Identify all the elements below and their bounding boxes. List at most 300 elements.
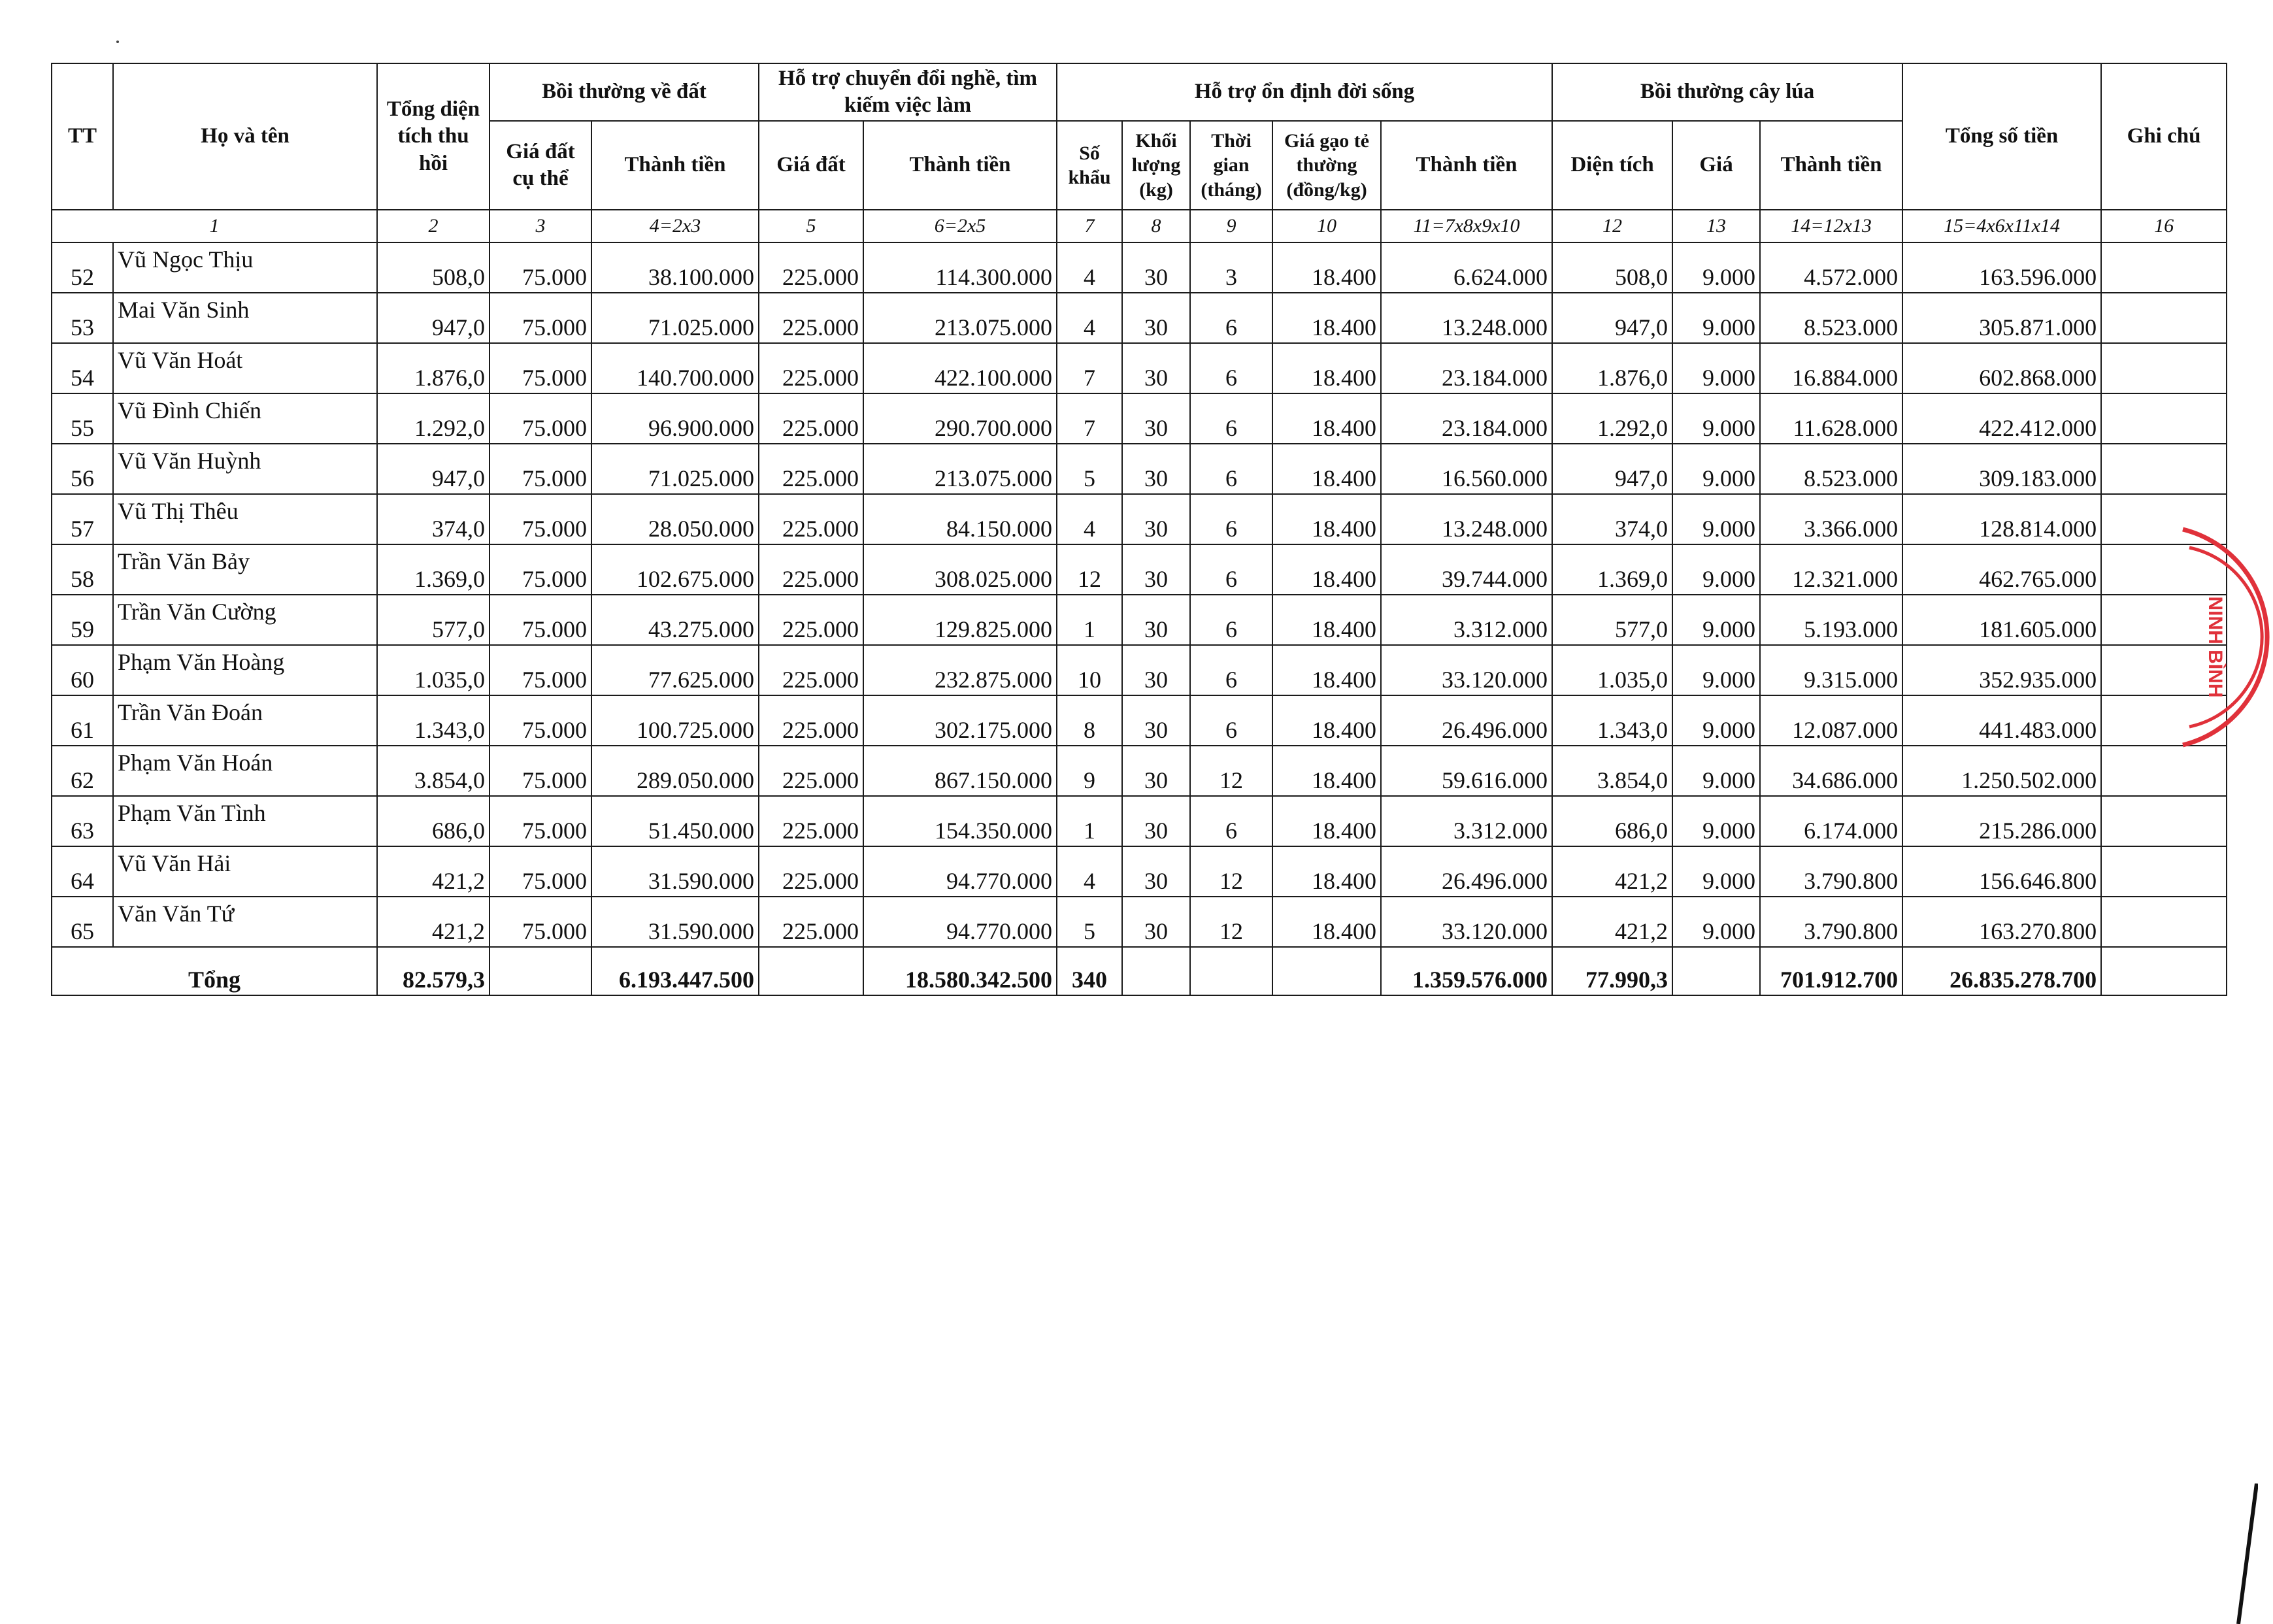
cell-people: 5 xyxy=(1057,444,1122,494)
cell-land-amount: 102.675.000 xyxy=(591,544,759,595)
cell-job-price: 225.000 xyxy=(759,796,863,846)
cell-job-price: 225.000 xyxy=(759,393,863,444)
cell-note xyxy=(2101,393,2227,444)
cell-rice-price: 18.400 xyxy=(1272,595,1381,645)
cell-total-area: 577,0 xyxy=(377,595,489,645)
svg-text:NINH BÌNH: NINH BÌNH xyxy=(2204,596,2226,698)
cell-job-amount: 290.700.000 xyxy=(863,393,1057,444)
cell-rice-price: 18.400 xyxy=(1272,494,1381,544)
header-land-price: Giá đất cụ thể xyxy=(489,121,591,210)
scan-edge-mark xyxy=(2219,1483,2258,1624)
cell-land-amount: 31.590.000 xyxy=(591,846,759,897)
cell-land-amount: 100.725.000 xyxy=(591,695,759,746)
header-name: Họ và tên xyxy=(113,63,377,210)
cell-note xyxy=(2101,897,2227,947)
cell-crop-amount: 12.087.000 xyxy=(1760,695,1902,746)
cell-crop-price: 9.000 xyxy=(1672,242,1760,293)
cell-crop-area: 947,0 xyxy=(1552,293,1672,343)
cell-total-area: 508,0 xyxy=(377,242,489,293)
cell-time: 6 xyxy=(1190,343,1272,393)
column-index-cell: 9 xyxy=(1190,210,1272,242)
cell-job-amount: 114.300.000 xyxy=(863,242,1057,293)
column-index-cell: 3 xyxy=(489,210,591,242)
cell-rice-price: 18.400 xyxy=(1272,796,1381,846)
table-row xyxy=(52,846,2227,897)
cell-life-amount: 13.248.000 xyxy=(1381,293,1552,343)
cell-tt: 57 xyxy=(52,494,113,544)
cell-tt: 52 xyxy=(52,242,113,293)
cell-crop-amount: 8.523.000 xyxy=(1760,293,1902,343)
total-crop-amount: 701.912.700 xyxy=(1760,947,1902,995)
cell-tt: 58 xyxy=(52,544,113,595)
cell-crop-area: 1.369,0 xyxy=(1552,544,1672,595)
cell-people: 4 xyxy=(1057,494,1122,544)
cell-land-price: 75.000 xyxy=(489,746,591,796)
cell-crop-price: 9.000 xyxy=(1672,695,1760,746)
cell-total-area: 1.343,0 xyxy=(377,695,489,746)
total-note xyxy=(2101,947,2227,995)
seal-stamp xyxy=(2176,516,2273,758)
header-life-amount: Thành tiền xyxy=(1381,121,1552,210)
column-index-cell: 4=2x3 xyxy=(591,210,759,242)
cell-crop-amount: 4.572.000 xyxy=(1760,242,1902,293)
compensation-table xyxy=(51,63,2227,996)
cell-people: 4 xyxy=(1057,242,1122,293)
cell-crop-amount: 9.315.000 xyxy=(1760,645,1902,695)
total-life-amount: 1.359.576.000 xyxy=(1381,947,1552,995)
cell-total-area: 421,2 xyxy=(377,897,489,947)
header-note: Ghi chú xyxy=(2101,63,2227,210)
cell-life-amount: 26.496.000 xyxy=(1381,695,1552,746)
table-row xyxy=(52,293,2227,343)
cell-rice-price: 18.400 xyxy=(1272,393,1381,444)
cell-life-amount: 33.120.000 xyxy=(1381,645,1552,695)
header-life-support: Hỗ trợ ổn định đời sống xyxy=(1057,63,1552,121)
cell-land-price: 75.000 xyxy=(489,544,591,595)
cell-job-price: 225.000 xyxy=(759,494,863,544)
cell-people: 5 xyxy=(1057,897,1122,947)
cell-weight: 30 xyxy=(1122,645,1190,695)
column-index-cell: 15=4x6x11x14 xyxy=(1902,210,2101,242)
cell-people: 10 xyxy=(1057,645,1122,695)
cell-crop-area: 508,0 xyxy=(1552,242,1672,293)
total-row xyxy=(52,947,2227,995)
header-crop-amount: Thành tiền xyxy=(1760,121,1902,210)
cell-job-price: 225.000 xyxy=(759,746,863,796)
column-index-cell: 12 xyxy=(1552,210,1672,242)
column-index-cell: 14=12x13 xyxy=(1760,210,1902,242)
cell-grand-total: 156.646.800 xyxy=(1902,846,2101,897)
cell-job-price: 225.000 xyxy=(759,846,863,897)
header-land-compensation: Bồi thường về đất xyxy=(489,63,759,121)
cell-name: Phạm Văn Tình xyxy=(113,796,377,846)
cell-land-price: 75.000 xyxy=(489,293,591,343)
cell-rice-price: 18.400 xyxy=(1272,746,1381,796)
cell-total-area: 374,0 xyxy=(377,494,489,544)
cell-name: Trần Văn Đoán xyxy=(113,695,377,746)
cell-land-amount: 71.025.000 xyxy=(591,293,759,343)
cell-name: Trần Văn Cường xyxy=(113,595,377,645)
cell-time: 6 xyxy=(1190,695,1272,746)
cell-weight: 30 xyxy=(1122,746,1190,796)
table-row xyxy=(52,544,2227,595)
cell-note xyxy=(2101,293,2227,343)
cell-weight: 30 xyxy=(1122,343,1190,393)
total-people: 340 xyxy=(1057,947,1122,995)
header-job-price: Giá đất xyxy=(759,121,863,210)
cell-total-area: 947,0 xyxy=(377,293,489,343)
cell-crop-area: 686,0 xyxy=(1552,796,1672,846)
cell-total-area: 1.876,0 xyxy=(377,343,489,393)
cell-name: Vũ Thị Thêu xyxy=(113,494,377,544)
cell-rice-price: 18.400 xyxy=(1272,544,1381,595)
cell-crop-area: 421,2 xyxy=(1552,897,1672,947)
cell-land-price: 75.000 xyxy=(489,796,591,846)
cell-weight: 30 xyxy=(1122,595,1190,645)
cell-crop-area: 1.035,0 xyxy=(1552,645,1672,695)
table-row xyxy=(52,746,2227,796)
cell-life-amount: 3.312.000 xyxy=(1381,595,1552,645)
cell-land-price: 75.000 xyxy=(489,595,591,645)
cell-crop-area: 1.292,0 xyxy=(1552,393,1672,444)
cell-total-area: 1.369,0 xyxy=(377,544,489,595)
cell-crop-price: 9.000 xyxy=(1672,494,1760,544)
column-index-cell: 8 xyxy=(1122,210,1190,242)
cell-people: 8 xyxy=(1057,695,1122,746)
cell-total-area: 3.854,0 xyxy=(377,746,489,796)
column-index-cell: 2 xyxy=(377,210,489,242)
cell-job-amount: 232.875.000 xyxy=(863,645,1057,695)
cell-rice-price: 18.400 xyxy=(1272,897,1381,947)
total-label: Tổng xyxy=(52,947,377,995)
cell-crop-price: 9.000 xyxy=(1672,796,1760,846)
cell-time: 6 xyxy=(1190,595,1272,645)
cell-tt: 64 xyxy=(52,846,113,897)
cell-land-amount: 96.900.000 xyxy=(591,393,759,444)
cell-time: 3 xyxy=(1190,242,1272,293)
cell-time: 6 xyxy=(1190,444,1272,494)
cell-land-price: 75.000 xyxy=(489,645,591,695)
cell-job-price: 225.000 xyxy=(759,645,863,695)
cell-people: 7 xyxy=(1057,393,1122,444)
cell-job-amount: 308.025.000 xyxy=(863,544,1057,595)
cell-name: Phạm Văn Hoán xyxy=(113,746,377,796)
cell-tt: 59 xyxy=(52,595,113,645)
header-crop-price: Giá xyxy=(1672,121,1760,210)
cell-crop-price: 9.000 xyxy=(1672,846,1760,897)
cell-life-amount: 33.120.000 xyxy=(1381,897,1552,947)
cell-time: 6 xyxy=(1190,293,1272,343)
cell-job-amount: 84.150.000 xyxy=(863,494,1057,544)
cell-tt: 54 xyxy=(52,343,113,393)
cell-crop-price: 9.000 xyxy=(1672,544,1760,595)
cell-crop-amount: 16.884.000 xyxy=(1760,343,1902,393)
cell-land-price: 75.000 xyxy=(489,494,591,544)
header-crop-compensation: Bồi thường cây lúa xyxy=(1552,63,1902,121)
cell-note xyxy=(2101,796,2227,846)
cell-name: Trần Văn Bảy xyxy=(113,544,377,595)
table-row xyxy=(52,494,2227,544)
cell-total-area: 1.035,0 xyxy=(377,645,489,695)
cell-crop-price: 9.000 xyxy=(1672,293,1760,343)
cell-job-price: 225.000 xyxy=(759,544,863,595)
cell-crop-price: 9.000 xyxy=(1672,897,1760,947)
cell-grand-total: 181.605.000 xyxy=(1902,595,2101,645)
cell-time: 12 xyxy=(1190,746,1272,796)
cell-tt: 61 xyxy=(52,695,113,746)
cell-land-price: 75.000 xyxy=(489,897,591,947)
cell-job-price: 225.000 xyxy=(759,343,863,393)
table-row xyxy=(52,595,2227,645)
cell-weight: 30 xyxy=(1122,846,1190,897)
cell-tt: 63 xyxy=(52,796,113,846)
cell-note xyxy=(2101,242,2227,293)
cell-crop-area: 1.343,0 xyxy=(1552,695,1672,746)
cell-job-price: 225.000 xyxy=(759,444,863,494)
total-empty xyxy=(1190,947,1272,995)
cell-job-price: 225.000 xyxy=(759,897,863,947)
cell-people: 1 xyxy=(1057,595,1122,645)
header-time: Thời gian (tháng) xyxy=(1190,121,1272,210)
cell-crop-area: 421,2 xyxy=(1552,846,1672,897)
cell-weight: 30 xyxy=(1122,695,1190,746)
cell-total-area: 686,0 xyxy=(377,796,489,846)
cell-job-price: 225.000 xyxy=(759,595,863,645)
cell-crop-area: 1.876,0 xyxy=(1552,343,1672,393)
cell-total-area: 421,2 xyxy=(377,846,489,897)
cell-life-amount: 59.616.000 xyxy=(1381,746,1552,796)
cell-people: 4 xyxy=(1057,846,1122,897)
cell-people: 1 xyxy=(1057,796,1122,846)
cell-time: 6 xyxy=(1190,796,1272,846)
cell-grand-total: 163.596.000 xyxy=(1902,242,2101,293)
total-empty xyxy=(759,947,863,995)
table-row xyxy=(52,796,2227,846)
table-row xyxy=(52,695,2227,746)
table-body xyxy=(52,242,2227,947)
cell-crop-area: 374,0 xyxy=(1552,494,1672,544)
column-index-cell: 1 xyxy=(52,210,377,242)
header-grand-total: Tổng số tiền xyxy=(1902,63,2101,210)
column-index-cell: 5 xyxy=(759,210,863,242)
cell-rice-price: 18.400 xyxy=(1272,343,1381,393)
cell-job-amount: 213.075.000 xyxy=(863,293,1057,343)
header-crop-area: Diện tích xyxy=(1552,121,1672,210)
cell-name: Vũ Văn Hoát xyxy=(113,343,377,393)
cell-life-amount: 6.624.000 xyxy=(1381,242,1552,293)
cell-grand-total: 462.765.000 xyxy=(1902,544,2101,595)
cell-land-price: 75.000 xyxy=(489,695,591,746)
cell-time: 6 xyxy=(1190,645,1272,695)
cell-name: Vũ Ngọc Thịu xyxy=(113,242,377,293)
cell-land-price: 75.000 xyxy=(489,343,591,393)
cell-land-price: 75.000 xyxy=(489,393,591,444)
cell-tt: 56 xyxy=(52,444,113,494)
cell-weight: 30 xyxy=(1122,544,1190,595)
cell-name: Vũ Đình Chiến xyxy=(113,393,377,444)
cell-total-area: 947,0 xyxy=(377,444,489,494)
total-empty xyxy=(489,947,591,995)
cell-tt: 53 xyxy=(52,293,113,343)
cell-tt: 65 xyxy=(52,897,113,947)
table-row xyxy=(52,897,2227,947)
cell-crop-amount: 8.523.000 xyxy=(1760,444,1902,494)
cell-life-amount: 23.184.000 xyxy=(1381,393,1552,444)
header-weight: Khối lượng (kg) xyxy=(1122,121,1190,210)
cell-crop-amount: 12.321.000 xyxy=(1760,544,1902,595)
table-row xyxy=(52,393,2227,444)
cell-crop-price: 9.000 xyxy=(1672,343,1760,393)
cell-life-amount: 16.560.000 xyxy=(1381,444,1552,494)
column-index-cell: 10 xyxy=(1272,210,1381,242)
cell-grand-total: 1.250.502.000 xyxy=(1902,746,2101,796)
cell-crop-area: 3.854,0 xyxy=(1552,746,1672,796)
cell-people: 4 xyxy=(1057,293,1122,343)
cell-tt: 55 xyxy=(52,393,113,444)
cell-crop-area: 947,0 xyxy=(1552,444,1672,494)
cell-job-amount: 867.150.000 xyxy=(863,746,1057,796)
cell-crop-amount: 11.628.000 xyxy=(1760,393,1902,444)
cell-job-amount: 129.825.000 xyxy=(863,595,1057,645)
cell-tt: 62 xyxy=(52,746,113,796)
cell-name: Phạm Văn Hoàng xyxy=(113,645,377,695)
cell-life-amount: 23.184.000 xyxy=(1381,343,1552,393)
cell-life-amount: 13.248.000 xyxy=(1381,494,1552,544)
header-tt: TT xyxy=(52,63,113,210)
cell-grand-total: 352.935.000 xyxy=(1902,645,2101,695)
cell-job-amount: 302.175.000 xyxy=(863,695,1057,746)
cell-tt: 60 xyxy=(52,645,113,695)
header-job-amount: Thành tiền xyxy=(863,121,1057,210)
cell-land-amount: 38.100.000 xyxy=(591,242,759,293)
cell-grand-total: 163.270.800 xyxy=(1902,897,2101,947)
cell-job-amount: 94.770.000 xyxy=(863,897,1057,947)
scan-dot xyxy=(116,41,119,43)
cell-time: 6 xyxy=(1190,393,1272,444)
cell-name: Vũ Văn Huỳnh xyxy=(113,444,377,494)
cell-rice-price: 18.400 xyxy=(1272,846,1381,897)
header-rice-price: Giá gạo tẻ thường (đồng/kg) xyxy=(1272,121,1381,210)
total-land-amount: 6.193.447.500 xyxy=(591,947,759,995)
column-index-cell: 7 xyxy=(1057,210,1122,242)
cell-job-price: 225.000 xyxy=(759,242,863,293)
cell-land-amount: 289.050.000 xyxy=(591,746,759,796)
total-crop-area: 77.990,3 xyxy=(1552,947,1672,995)
cell-grand-total: 422.412.000 xyxy=(1902,393,2101,444)
cell-crop-amount: 34.686.000 xyxy=(1760,746,1902,796)
table-row xyxy=(52,343,2227,393)
cell-weight: 30 xyxy=(1122,293,1190,343)
cell-rice-price: 18.400 xyxy=(1272,695,1381,746)
cell-weight: 30 xyxy=(1122,796,1190,846)
cell-note xyxy=(2101,846,2227,897)
cell-weight: 30 xyxy=(1122,242,1190,293)
cell-grand-total: 305.871.000 xyxy=(1902,293,2101,343)
cell-rice-price: 18.400 xyxy=(1272,242,1381,293)
cell-people: 9 xyxy=(1057,746,1122,796)
cell-weight: 30 xyxy=(1122,494,1190,544)
cell-people: 7 xyxy=(1057,343,1122,393)
cell-job-amount: 94.770.000 xyxy=(863,846,1057,897)
cell-land-price: 75.000 xyxy=(489,444,591,494)
cell-land-amount: 71.025.000 xyxy=(591,444,759,494)
total-empty xyxy=(1122,947,1190,995)
cell-people: 12 xyxy=(1057,544,1122,595)
total-job-amount: 18.580.342.500 xyxy=(863,947,1057,995)
cell-time: 6 xyxy=(1190,544,1272,595)
cell-name: Mai Văn Sinh xyxy=(113,293,377,343)
cell-rice-price: 18.400 xyxy=(1272,645,1381,695)
header-people: Số khẩu xyxy=(1057,121,1122,210)
cell-grand-total: 215.286.000 xyxy=(1902,796,2101,846)
cell-crop-amount: 6.174.000 xyxy=(1760,796,1902,846)
table-row xyxy=(52,645,2227,695)
cell-note xyxy=(2101,444,2227,494)
total-grand: 26.835.278.700 xyxy=(1902,947,2101,995)
cell-crop-amount: 5.193.000 xyxy=(1760,595,1902,645)
total-empty xyxy=(1672,947,1760,995)
cell-time: 12 xyxy=(1190,846,1272,897)
cell-land-amount: 77.625.000 xyxy=(591,645,759,695)
cell-crop-price: 9.000 xyxy=(1672,645,1760,695)
cell-job-price: 225.000 xyxy=(759,293,863,343)
header-job-support: Hỗ trợ chuyển đổi nghề, tìm kiếm việc làm xyxy=(759,63,1057,121)
cell-crop-area: 577,0 xyxy=(1552,595,1672,645)
cell-grand-total: 128.814.000 xyxy=(1902,494,2101,544)
cell-job-amount: 154.350.000 xyxy=(863,796,1057,846)
header-total-area: Tổng diện tích thu hồi xyxy=(377,63,489,210)
cell-weight: 30 xyxy=(1122,897,1190,947)
cell-time: 6 xyxy=(1190,494,1272,544)
cell-job-amount: 422.100.000 xyxy=(863,343,1057,393)
cell-rice-price: 18.400 xyxy=(1272,293,1381,343)
cell-life-amount: 39.744.000 xyxy=(1381,544,1552,595)
cell-grand-total: 309.183.000 xyxy=(1902,444,2101,494)
cell-land-price: 75.000 xyxy=(489,846,591,897)
cell-crop-amount: 3.790.800 xyxy=(1760,846,1902,897)
cell-name: Văn Văn Tứ xyxy=(113,897,377,947)
cell-total-area: 1.292,0 xyxy=(377,393,489,444)
total-area: 82.579,3 xyxy=(377,947,489,995)
cell-name: Vũ Văn Hải xyxy=(113,846,377,897)
cell-time: 12 xyxy=(1190,897,1272,947)
table-row xyxy=(52,242,2227,293)
column-index-cell: 11=7x8x9x10 xyxy=(1381,210,1552,242)
cell-life-amount: 3.312.000 xyxy=(1381,796,1552,846)
cell-life-amount: 26.496.000 xyxy=(1381,846,1552,897)
cell-land-amount: 140.700.000 xyxy=(591,343,759,393)
cell-land-amount: 31.590.000 xyxy=(591,897,759,947)
cell-crop-amount: 3.790.800 xyxy=(1760,897,1902,947)
cell-crop-price: 9.000 xyxy=(1672,444,1760,494)
cell-rice-price: 18.400 xyxy=(1272,444,1381,494)
table-row xyxy=(52,444,2227,494)
cell-crop-price: 9.000 xyxy=(1672,595,1760,645)
cell-crop-price: 9.000 xyxy=(1672,746,1760,796)
header-land-amount: Thành tiền xyxy=(591,121,759,210)
cell-land-amount: 51.450.000 xyxy=(591,796,759,846)
cell-crop-amount: 3.366.000 xyxy=(1760,494,1902,544)
total-empty xyxy=(1272,947,1381,995)
column-index-row xyxy=(52,210,2227,242)
column-index-cell: 13 xyxy=(1672,210,1760,242)
cell-note xyxy=(2101,343,2227,393)
cell-job-amount: 213.075.000 xyxy=(863,444,1057,494)
column-index-cell: 16 xyxy=(2101,210,2227,242)
cell-land-amount: 43.275.000 xyxy=(591,595,759,645)
cell-land-price: 75.000 xyxy=(489,242,591,293)
cell-grand-total: 441.483.000 xyxy=(1902,695,2101,746)
